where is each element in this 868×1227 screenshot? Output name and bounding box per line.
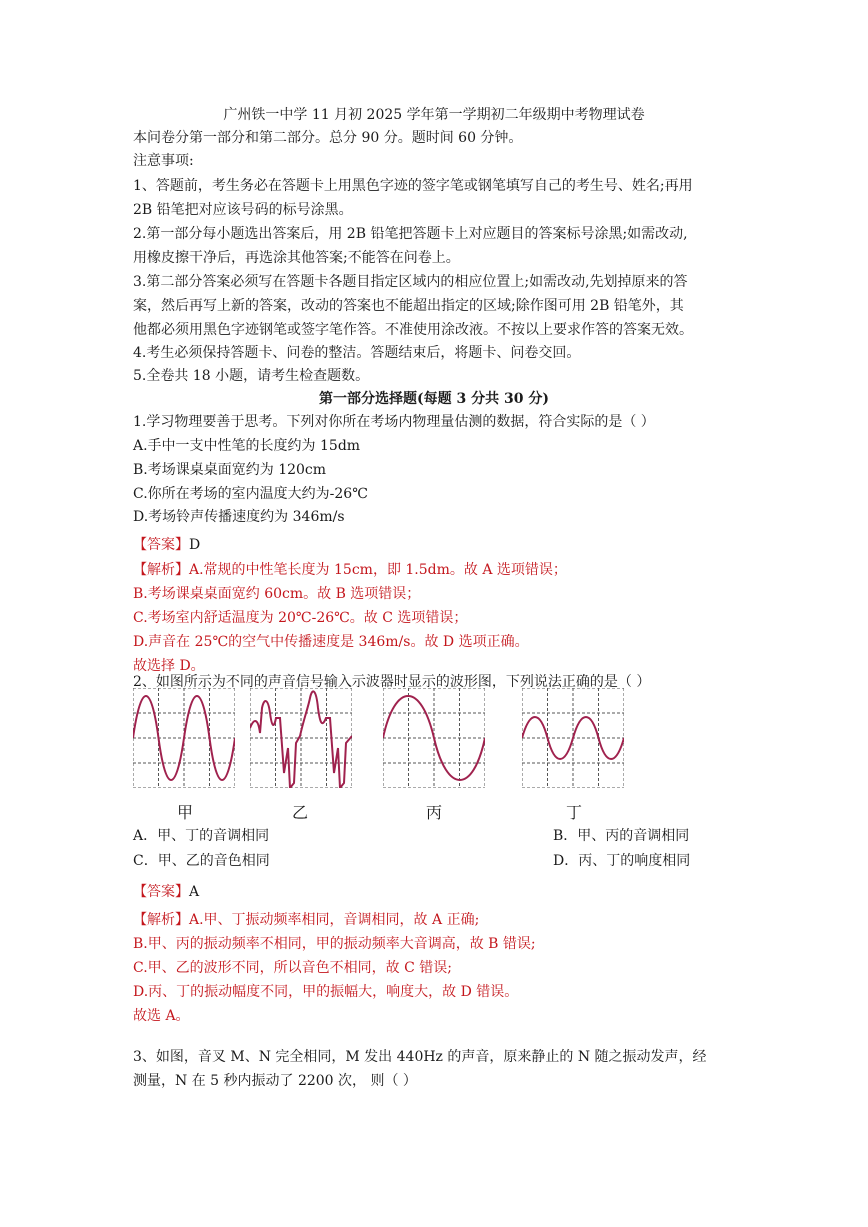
q1-analysis-d: D.声音在 25℃的空气中传播速度是 346m/s。故 D 选项正确。 <box>133 634 529 650</box>
notice-heading: 注意事项: <box>133 153 194 169</box>
answer-label: 【答案】 <box>133 537 189 553</box>
q3-stem-line-1: 3、如图，音叉 M、N 完全相同，M 发出 440Hz 的声音，原来静止的 N 随之振动发声，经 <box>133 1049 707 1065</box>
exam-title: 广州铁一中学 11 月初 2025 学年第一学期初二年级期中考物理试卷 <box>223 107 645 123</box>
q2-conclusion: 故选 A。 <box>133 1008 190 1024</box>
q1-analysis-a <box>133 560 567 580</box>
caption-jia: 甲 <box>176 803 193 822</box>
notice-4: 4.考生必须保持答题卡、问卷的整洁。答题结束后，将题卡、问卷交回。 <box>133 345 581 361</box>
q1-analysis-b: B.考场课桌桌面宽约 60cm。故 B 选项错误； <box>133 586 421 602</box>
q1-option-d: D.考场铃声传播速度约为 346m/s <box>133 509 345 525</box>
waveform-ding <box>522 688 624 788</box>
q1-option-b: B.考场课桌桌面宽约为 120cm <box>133 462 327 478</box>
q1-conclusion: 故选择 D。 <box>133 658 205 674</box>
q1-option-a: A.手中一支中性笔的长度约为 15dm <box>133 438 361 454</box>
notice-3-line-2: 案，然后再写上新的答案，改动的答案也不能超出指定的区域;除作图可用 2B 铅笔外，其 <box>133 298 684 314</box>
q2-option-b: B．甲、丙的音调相同 <box>553 828 690 844</box>
waveform-bing <box>383 688 485 788</box>
caption-yi: 乙 <box>291 803 308 822</box>
notice-2-line-2: 用橡皮擦干净后，再选涂其他答案;不能答在问卷上。 <box>133 250 460 266</box>
notice-1-line-1: 1、答题前，考生务必在答题卡上用黑色字迹的签字笔或钢笔填写自己的考生号、姓名;再用 <box>133 178 693 194</box>
answer-value: D <box>189 537 201 553</box>
q2-option-d: D．丙、丁的响度相同 <box>553 853 691 869</box>
q1-stem: 1.学习物理要善于思考。下列对你所在考场内物理量估测的数据，符合实际的是（ ） <box>133 414 655 430</box>
notice-3-line-3: 他都必须用黑色字迹钢笔或签字笔作答。不准使用涂改液。不按以上要求作答的答案无效。 <box>133 322 693 338</box>
notice-1-line-2: 2B 铅笔把对应该号码的标号涂黑。 <box>133 202 353 218</box>
q3-stem-line-2: 测量，N 在 5 秒内振动了 2200 次， 则（ ） <box>133 1073 417 1089</box>
notice-3-line-1: 3.第二部分答案必须写在答题卡各题目指定区域内的相应位置上;如需改动,先划掉原来的答 <box>133 274 688 290</box>
notice-5: 5.全卷共 18 小题，请考生检查题数。 <box>133 368 370 384</box>
q2-analysis-b: B.甲、丙的振动频率不相同，甲的振动频率大音调高，故 B 错误; <box>133 936 536 952</box>
analysis-text: A.常规的中性笔长度为 15cm，即 1.5dm。故 A 选项错误； <box>189 562 567 578</box>
q2-analysis-a <box>133 910 479 930</box>
q2-option-c: C．甲、乙的音色相同 <box>133 853 270 869</box>
q2-answer <box>133 882 199 902</box>
q1-option-c: C.你所在考场的室内温度大约为-26℃ <box>133 486 368 502</box>
q2-option-a: A．甲、丁的音调相同 <box>133 828 270 844</box>
analysis-text: A.甲、丁振动频率相同，音调相同，故 A 正确; <box>189 912 480 928</box>
q1-analysis-c: C.考场室内舒适温度为 20℃-26℃。故 C 选项错误； <box>133 610 468 626</box>
answer-label: 【答案】 <box>133 884 189 900</box>
analysis-label: 【解析】 <box>133 912 189 928</box>
q2-stem: 2、如图所示为不同的声音信号输入示波器时显示的波形图，下列说法正确的是（ ） <box>133 674 651 690</box>
q2-analysis-c: C.甲、乙的波形不同，所以音色不相同，故 C 错误; <box>133 960 452 976</box>
notice-2-line-1: 2.第一部分每小题选出答案后，用 2B 铅笔把答题卡上对应题目的答案标号涂黑;如需改动, <box>133 226 688 242</box>
caption-ding: 丁 <box>565 803 582 822</box>
caption-bing: 丙 <box>425 803 442 822</box>
oscilloscope-waveforms-figure <box>133 688 633 788</box>
intro-text: 本问卷分第一部分和第二部分。总分 90 分。题时间 60 分钟。 <box>133 130 523 146</box>
section-1-heading: 第一部分选择题(每题 3 分共 30 分) <box>319 391 549 407</box>
analysis-label: 【解析】 <box>133 562 189 578</box>
waveform-yi <box>250 688 352 788</box>
q2-analysis-d: D.丙、丁的振动幅度不同，甲的振幅大，响度大，故 D 错误。 <box>133 984 519 1000</box>
waveform-jia <box>133 688 235 788</box>
q1-answer <box>133 535 200 555</box>
answer-value: A <box>189 884 200 900</box>
